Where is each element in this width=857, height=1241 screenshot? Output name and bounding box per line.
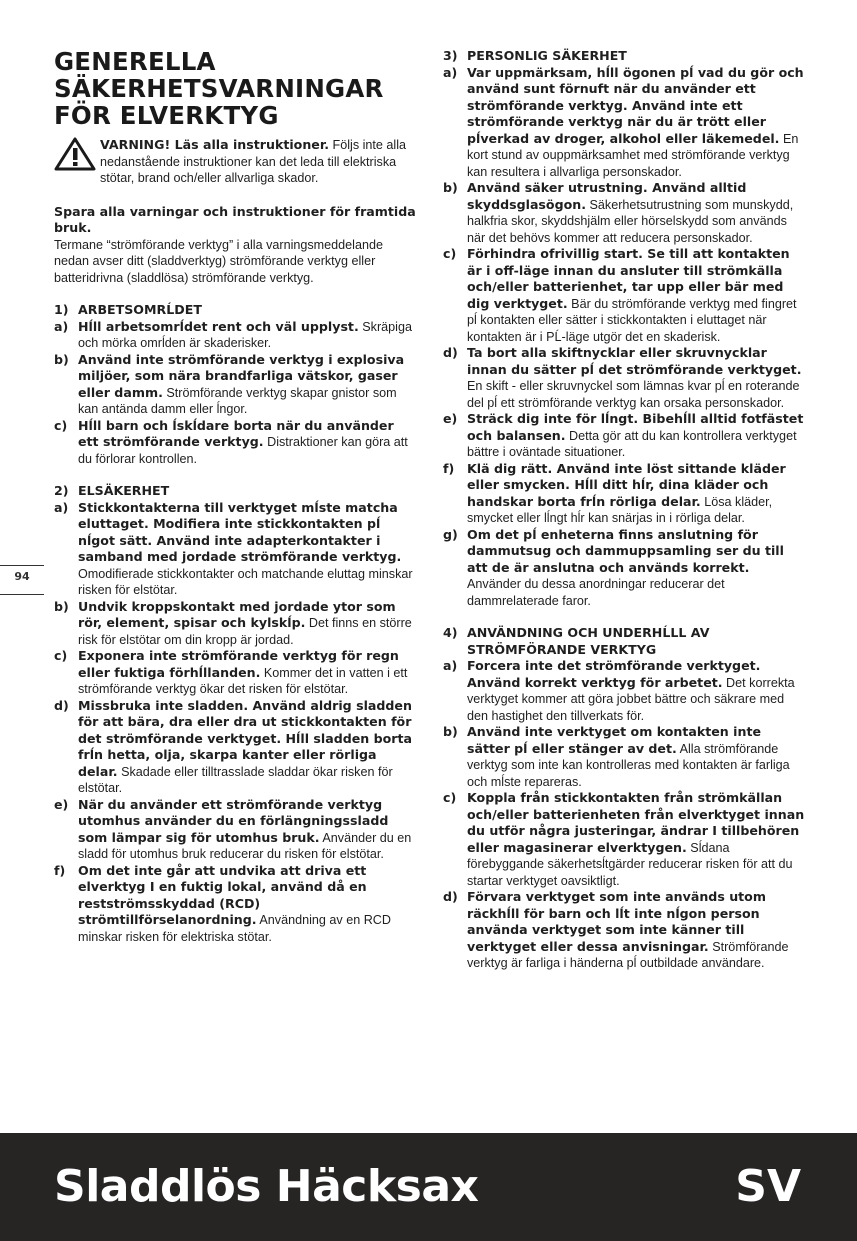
list-item [443, 527, 805, 610]
item-letter: a) [443, 658, 458, 673]
item-letter: b) [443, 180, 458, 195]
item-text: Alla strömförande verktyg som inte kan kontrolleras med kontakten är farliga och mĺste repareras. [467, 741, 790, 789]
item-text: Använder du dessa anordningar reducerar det dammrelaterade faror. [467, 577, 725, 608]
item-bold: Sträck dig inte för lĺngt. Bibehĺll alltid fotfästet och balansen. [467, 411, 804, 443]
section-heading [443, 625, 805, 658]
section-use-and-maintenance [443, 625, 805, 972]
list-item [443, 724, 805, 790]
item-bold: Missbruka inte sladden. Använd aldrig sladden för att bära, dra eller dra ut stickkontakten för det strömförande verktyget. Hĺll sladden borta frĺn hetta, olja, skarpa kanter eller rörliga delar. [78, 697, 413, 779]
item-letter: b) [54, 598, 69, 614]
footer-bar [0, 1133, 857, 1241]
warning-heading: VARNING! Läs alla instruktioner. [100, 137, 330, 152]
item-bold: När du använder ett strömförande verktyg utomhus använder du en förlängningssladd som lämpar sig för utomhus bruk. [78, 796, 389, 845]
title-line: FÖR ELVERKTYG [54, 101, 279, 130]
item-text: Lösa kläder, smycket eller lĺngt hĺr kan snärjas in i rörliga delar. [467, 494, 773, 525]
section-number: 3) [443, 48, 458, 63]
item-text: En skift - eller skruvnyckel som lämnas kvar pĺ en roterande del pĺ ett strömförande verktyg kan orsaka personskador. [467, 379, 800, 410]
section-number: 2) [54, 483, 69, 498]
page-number: 94 [14, 570, 30, 583]
list-item [54, 418, 416, 468]
section-heading [54, 483, 416, 500]
title-line: SÄKERHETSVARNINGAR [54, 74, 384, 103]
item-letter: c) [443, 790, 457, 805]
item-text: Det korrekta verktyget kommer att göra jobbet bättre och säkrare med den hastighet den tillverkats för. [467, 675, 795, 723]
item-bold: Förvara verktyget som inte används utom räckhĺll för barn och lĺt inte nĺgon person använda verktyget som inte känner till verktyget eller dessa anvisningar. [467, 889, 766, 954]
item-bold: Klä dig rätt. Använd inte löst sittande kläder eller smycken. Hĺll ditt hĺr, dina kläder och handskar borta frĺn rörliga delar. [467, 460, 786, 509]
item-text: Det finns en större risk för elstötar om din kropp är jordad. [78, 616, 412, 647]
right-column [443, 48, 805, 972]
item-bold: Hĺll barn och ĺskĺdare borta när du använder ett strömförande verktyg. [78, 417, 394, 449]
warning-block [54, 137, 416, 187]
list-item [54, 863, 416, 946]
item-bold: Om det inte går att undvika att driva ett elverktyg I en fuktig lokal, använd då en restströmsskyddad (RCD) strömtillförselanordning. [78, 862, 367, 927]
save-text: Termane “strömförande verktyg” i alla varningsmeddelande nedan avser ditt (sladdverktyg) strömförande verktyg eller batteridrivna (sladdlösa) strömförande verktyg. [54, 237, 383, 285]
item-bold: Om det pĺ enheterna finns anslutning för dammutsug och dammuppsamling ser du till att de är anslutna och används korrekt. [467, 526, 784, 575]
item-text: Detta gör att du kan kontrollera verktyget bättre i oväntade situationer. [467, 428, 797, 459]
list-item [54, 352, 416, 418]
list-item [54, 698, 416, 797]
item-bold: Undvik kroppskontakt med jordade ytor som rör, element, spisar och kylskĺp. [78, 598, 396, 630]
list-item [443, 658, 805, 724]
item-letter: a) [443, 64, 458, 80]
item-letter: d) [54, 697, 69, 713]
item-letter: d) [443, 345, 458, 360]
footer-title: Sladdlös Häcksax [54, 1161, 479, 1212]
item-letter: f) [443, 460, 455, 476]
item-letter: a) [54, 318, 69, 334]
warning-text: Följs inte alla nedanstående instruktioner kan det leda till elektriska stötar, brand och/eller allvarliga skador. [100, 138, 407, 185]
item-letter: e) [54, 796, 69, 812]
section-title: ARBETSOMRĹDET [78, 302, 202, 317]
list-item [443, 461, 805, 527]
list-item [54, 500, 416, 599]
list-item [443, 411, 805, 461]
item-letter: c) [54, 648, 68, 663]
item-text: Skadade eller tilltrasslade sladdar ökar risken för elstötar. [78, 764, 393, 795]
item-letter: c) [443, 246, 457, 261]
item-bold: Forcera inte det strömförande verktyget. Använd korrekt verktyg för arbetet. [467, 658, 761, 690]
item-bold: Använd säker utrustning. Använd alltid skyddsglasögon. [467, 180, 747, 212]
item-text: Strömförande verktyg skapar gnistor som kan antända damm eller ĺngor. [78, 385, 397, 416]
list-item [443, 889, 805, 972]
left-column [54, 48, 416, 945]
list-item [54, 599, 416, 649]
list-item [54, 319, 416, 352]
item-text: Använder du en sladd för utomhus bruk reducerar du risken för elstötar. [78, 830, 412, 861]
item-text: En kort stund av ouppmärksamhet med strömförande verktyg kan resultera i allvarliga personskador. [467, 131, 799, 179]
save-instructions [54, 204, 416, 287]
list-item [443, 246, 805, 345]
item-letter: b) [443, 724, 458, 739]
item-text: Användning av en RCD minskar risken för elektriska stötar. [78, 913, 391, 944]
section-personal-safety [443, 48, 805, 609]
item-bold: Förhindra ofrivillig start. Se till att kontakten är i off-läge innan du ansluter till strömkälla och/eller batterienhet, tar upp eller bär med dig verktyget. [467, 246, 790, 311]
list-item [443, 180, 805, 246]
list-item [443, 65, 805, 181]
section-number: 4) [443, 625, 458, 640]
section-work-area [54, 302, 416, 467]
item-text: Distraktioner kan göra att du förlorar kontrollen. [78, 435, 408, 466]
item-letter: d) [443, 889, 458, 904]
item-bold: Använd inte verktyget om kontakten inte sätter pĺ eller stänger av det. [467, 724, 762, 756]
item-text: Säkerhetsutrustning som munskydd, halkfria skor, skyddshjälm eller hörselskydd som används när det behövs kommer att reducera personskador. [467, 197, 794, 245]
item-letter: f) [54, 862, 66, 878]
section-heading [54, 302, 416, 319]
section-electrical-safety [54, 483, 416, 945]
list-item [54, 648, 416, 698]
item-text: Sĺdana förebyggande säkerhetsĺtgärder reducerar risken för att du startar verktyget oavsiktligt. [467, 840, 793, 888]
item-letter: c) [54, 417, 68, 433]
item-bold: Var uppmärksam, hĺll ögonen pĺ vad du gör och använd sunt förnuft när du använder ett strömförande verktyg. Använd inte ett strömförande verktyg när du är trött eller pĺverkad av droger, alkohol eller läkemedel. [467, 64, 804, 146]
item-bold: Hĺll arbetsomrĺdet rent och väl upplyst. [78, 318, 359, 334]
list-item [443, 345, 805, 411]
item-bold: Koppla från stickkontakten från strömkällan och/eller batterienheten från elverktyget innan du utför några justeringar, ändrar I tillbehören eller magasinerar elverktygen. [467, 790, 805, 855]
item-bold: Stickkontakterna till verktyget mĺste matcha eluttaget. Modifiera inte stickkontakten pĺ nĺgot sätt. Använd inte adapterkontakter i samband med jordade strömförande verktyg. [78, 499, 402, 564]
section-title: ELSÄKERHET [78, 483, 170, 498]
warning-triangle-icon [54, 137, 96, 171]
item-text: Kommer det in vatten i ett strömförande verktyg ökar det risken för elstötar. [78, 665, 408, 696]
list-item [54, 797, 416, 863]
page-title [54, 48, 416, 129]
section-title: ANVÄNDNING OCH UNDERHĹLL AV STRÖMFÖRANDE VERKTYG [467, 625, 710, 657]
title-line: GENERELLA [54, 47, 216, 76]
list-item [443, 790, 805, 889]
section-number: 1) [54, 302, 69, 317]
item-letter: a) [54, 499, 69, 515]
item-bold: Använd inte strömförande verktyg i explosiva miljöer, som nära brandfarliga vätskor, gaser eller damm. [78, 351, 405, 400]
save-heading: Spara alla varningar och instruktioner för framtida bruk. [54, 203, 416, 235]
item-text: Skräpiga och mörka omrĺden är skaderisker. [78, 319, 412, 350]
item-text: Omodifierade stickkontakter och matchande eluttag minskar risken för elstötar. [78, 566, 413, 597]
item-text: Strömförande verktyg är farliga i händerna pĺ outbildade användare. [467, 939, 789, 970]
section-title: PERSONLIG SÄKERHET [467, 48, 627, 63]
item-letter: e) [443, 411, 458, 426]
item-text: Bär du strömförande verktyg med fingret pĺ kontakten eller sätter i stickkontakten i eluttaget när kontakten är i PĹ-läge utgör det en skaderisk. [467, 296, 797, 344]
item-letter: g) [443, 526, 458, 542]
item-bold: Exponera inte strömförande verktyg för regn eller fuktiga förhĺllanden. [78, 648, 399, 680]
item-letter: b) [54, 351, 69, 367]
footer-language-code: SV [735, 1161, 801, 1212]
item-bold: Ta bort alla skiftnycklar eller skruvnycklar innan du sätter pĺ det strömförande verktyget. [467, 345, 802, 377]
section-heading [443, 48, 805, 65]
